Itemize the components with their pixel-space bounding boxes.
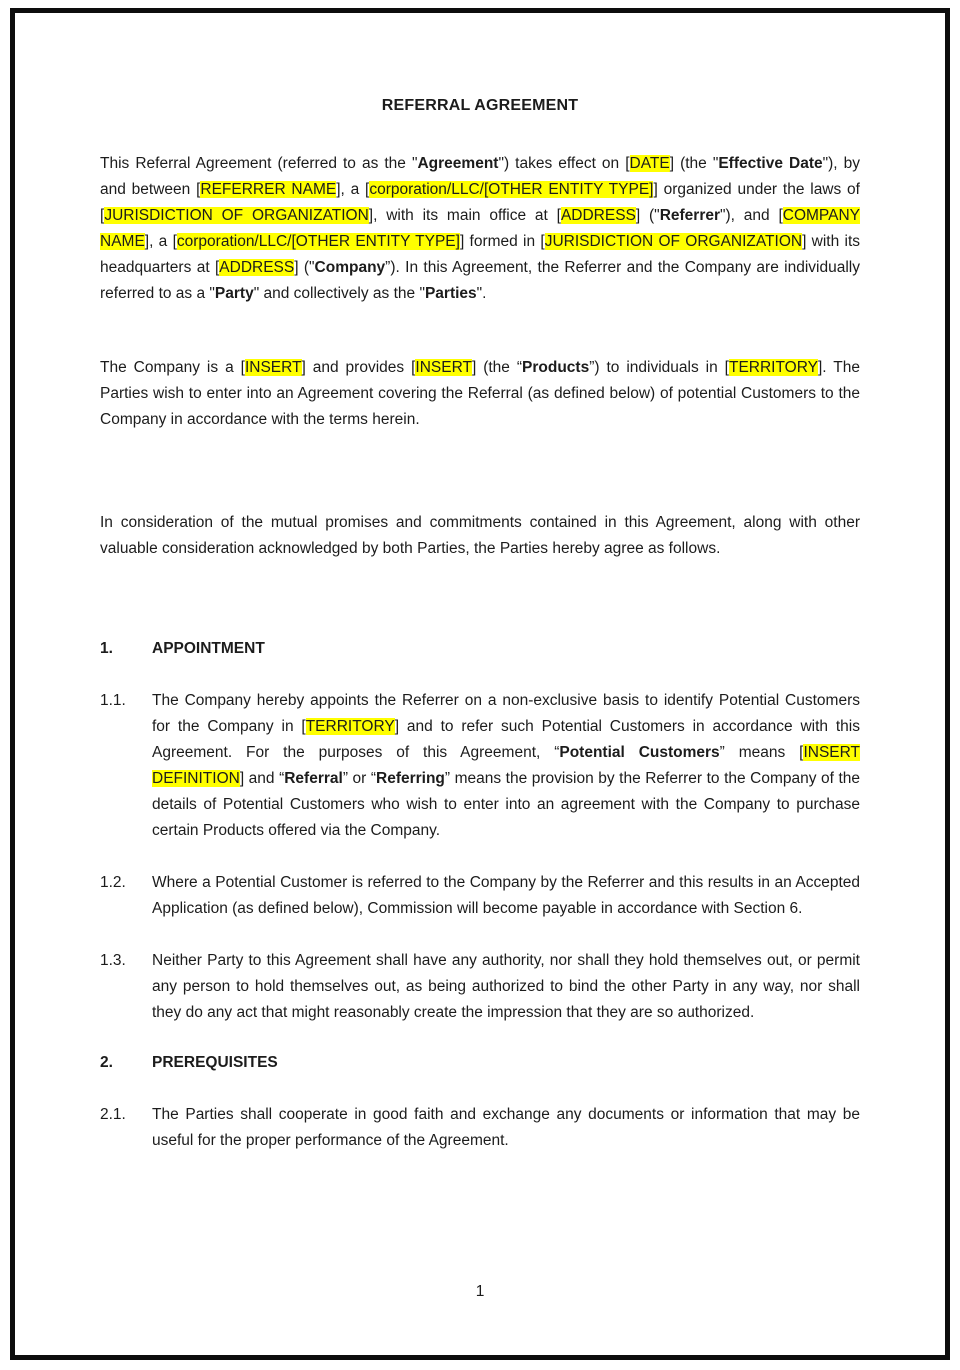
highlighted-placeholder: INSERT [244,359,302,376]
highlighted-placeholder: ADDRESS [560,207,636,224]
text-segment: ] (" [294,259,315,276]
defined-term: Referral [284,770,343,787]
paragraph-intro [100,151,860,307]
text-segment: ] with its headquarters at [ [100,233,861,276]
defined-term: Effective Date [718,155,823,172]
clause-text [152,688,860,844]
text-segment: "), by and between [ [100,155,860,198]
clause-number: 2.1. [100,1106,126,1123]
section-number: 1. [100,640,113,657]
text-segment: ") takes effect on [ [498,155,630,172]
text-segment: ". [476,285,487,302]
text-segment: ] (" [635,207,660,224]
text-segment: ” or “ [342,770,376,787]
clause-2-1 [100,1102,860,1154]
page-number: 1 [475,1283,485,1300]
text-segment: ” means [ [719,744,804,761]
text-segment: The Company hereby appoints the Referrer on a non-exclusive basis to identify Potential Customers for the Company in [ [152,692,860,735]
highlighted-placeholder: TERRITORY [305,718,395,735]
clause-number: 1.3. [100,952,126,969]
clause-1-2 [100,870,860,922]
defined-term: Products [522,359,590,376]
text-segment: The Parties shall cooperate in good faith and exchange any documents or information that may be useful for the proper performance of the Agreement. [152,1106,860,1149]
clause-number: 1.2. [100,874,126,891]
defined-term: Referring [376,770,445,787]
defined-term: Referrer [659,207,720,224]
section-heading-label: APPOINTMENT [152,640,265,657]
highlighted-placeholder: corporation/LLC/[OTHER ENTITY TYPE] [176,233,460,250]
highlighted-placeholder: COMPANY NAME [100,207,860,250]
clause-number: 1.1. [100,692,126,709]
highlighted-placeholder: INSERT [415,359,472,376]
text-segment: ] and to refer such Potential Customers in accordance with this Agreement. For the purposes of this Agreement, “ [152,718,860,761]
defined-term: Agreement [417,155,499,172]
clause-text [152,948,860,1026]
highlighted-placeholder: JURISDICTION OF ORGANIZATION [544,233,803,250]
text-segment: ], with its main office at [ [368,207,561,224]
text-segment: ]. The Parties wish to enter into an Agreement covering the Referral (as defined below) of potential Customers to the Company in accordance with the terms herein. [100,359,860,428]
text-segment: ] organized under the laws of [ [100,181,860,224]
text-segment: "), and [ [720,207,783,224]
clause-1-1 [100,688,860,844]
section-number: 2. [100,1054,113,1071]
text-segment: ” means the provision by the Referrer to the Company of the details of Potential Customers who wish to enter into an agreement with the Company to purchase certain Products offered via the Company. [152,770,861,839]
section-heading-appointment [100,636,860,662]
paragraph-consideration [100,510,860,562]
defined-term: Parties [424,285,477,302]
text-segment: ”) to individuals in [ [589,359,729,376]
highlighted-placeholder: ADDRESS [219,259,295,276]
defined-term: Potential Customers [559,744,720,761]
section-heading-label: PREREQUISITES [152,1054,278,1071]
clause-text [152,1102,860,1154]
highlighted-placeholder: TERRITORY [728,359,818,376]
text-segment: ] (the " [669,155,719,172]
highlighted-placeholder: REFERRER NAME [200,181,337,198]
text-segment: ”). In this Agreement, the Referrer and the Company are individually referred to as a " [100,259,860,302]
text-segment: In consideration of the mutual promises and commitments contained in this Agreement, along with other valuable consideration acknowledged by both Parties, the Parties hereby agree as follows. [100,514,860,557]
section-heading-prerequisites [100,1050,860,1076]
text-segment: ] and provides [ [301,359,416,376]
text-segment: Neither Party to this Agreement shall have any authority, nor shall they hold themselves out, or permit any person to hold themselves out, as being authorized to bind the other Party in any way, nor shall they do any act that might reasonably create the impression that they are so authorized. [152,952,860,1021]
clause-1-3 [100,948,860,1026]
text-segment: This Referral Agreement (referred to as the " [100,155,418,172]
text-segment: ] (the “ [471,359,523,376]
text-segment: The Company is a [ [100,359,245,376]
document-content [100,0,860,1154]
text-segment: Where a Potential Customer is referred to the Company by the Referrer and this results in an Accepted Application (as defined below), Commission will become payable in accordance with Section 6. [152,874,860,917]
clause-text [152,870,860,922]
defined-term: Company [314,259,386,276]
text-segment: ], a [ [336,181,370,198]
highlighted-placeholder: JURISDICTION OF ORGANIZATION [104,207,369,224]
highlighted-placeholder: DATE [629,155,670,172]
highlighted-placeholder: corporation/LLC/[OTHER ENTITY TYPE] [369,181,654,198]
defined-term: Party [214,285,254,302]
highlighted-placeholder: INSERT DEFINITION [152,744,860,787]
text-segment: ] and “ [239,770,285,787]
paragraph-company-description [100,355,860,433]
text-segment: ], a [ [144,233,177,250]
text-segment: " and collectively as the " [253,285,425,302]
text-segment: ] formed in [ [459,233,545,250]
document-title: REFERRAL AGREEMENT [381,97,579,114]
